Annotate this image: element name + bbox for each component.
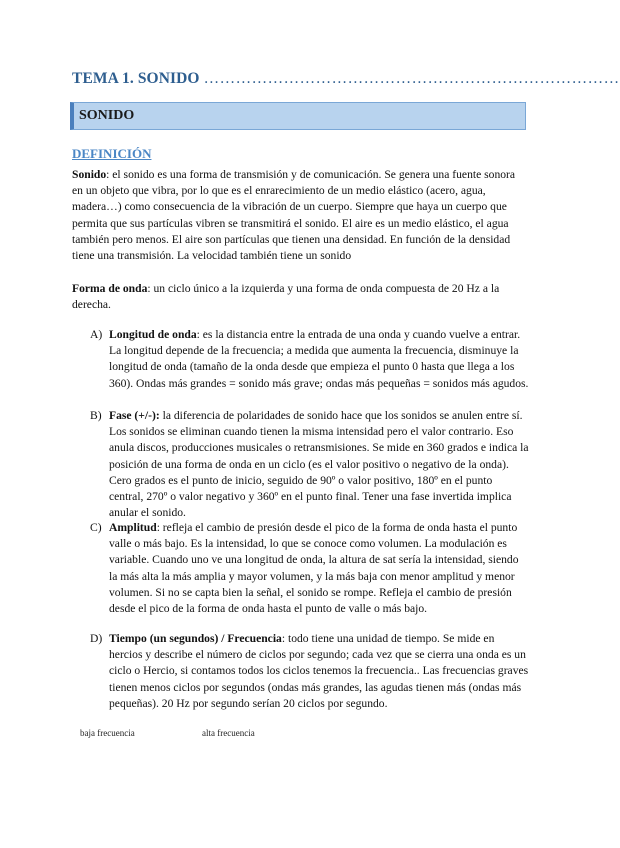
page-title: [72, 70, 620, 88]
section-header: [70, 102, 526, 130]
section-header-label: SONIDO: [79, 108, 135, 123]
list-item-body: [109, 631, 529, 712]
title-leader-dots: ……………………………………………………………………: [203, 70, 620, 87]
list-marker: A): [90, 328, 103, 341]
paragraph-sonido: [72, 167, 528, 264]
list-text: : refleja el cambio de presión desde el pico de la forma de onda hasta el punto valle o más bajo. Es la intensidad, lo que se conoce como volumen. La modulación es variable. Cuando uno ve una longitud de onda, la altura de sat sería la intensidad, siendo la más alta la más amplia y mayor volumen, y la más baja con menor amplitud y menor volumen. Si no se capta bien la señal, el sonido se rompe. Refleja el cambio de presión desde el pico de la forma de onda hasta el punto de valle o más bajo.: [109, 521, 519, 616]
list-item-body: [109, 520, 529, 617]
term-sonido: Sonido: [72, 168, 107, 181]
list-item-body: [109, 408, 529, 521]
caption-high-frequency: alta frecuencia: [202, 728, 255, 738]
subheading-definicion: DEFINICIÓN: [72, 146, 152, 161]
text-sonido: : el sonido es una forma de transmisión y de comunicación. Se genera una fuente sonora en un objeto que vibra, por lo que es el enrarecimiento de un medio elástico (acero, agua, madera…) como consecuencia de la vibración de un cuerpo. Siempre que haya un cuerpo que permita que sus partículas vibren se transmitirá el sonido. El aire es un medio elástico, el agua también pero menos. El aire son partículas que tienen una densidad. En función de la densidad tiene una transmisión. La velocidad también tiene un sonido: [72, 168, 516, 263]
list-text: la diferencia de polaridades de sonido hace que los sonidos se anulen entre sí. Los sonidos se eliminan cuando tienen la misma intensidad pero el valor contrario. Eso anula discos, producciones musicales o retransmisiones. Se mide en 360 grados e indica la posición de una forma de onda en un ciclo (es el valor positivo o negativo de la onda). Cero grados es el punto de inicio, seguido de 90º o valor positivo, 180º en el punto central, 270º o valor negativo y 360º en el punto final. Tener una fase invertida implica anular el sonido.: [109, 409, 529, 520]
caption-low-frequency: baja frecuencia: [80, 728, 135, 738]
title-text: TEMA 1. SONIDO: [72, 70, 200, 87]
paragraph-forma-de-onda: [72, 281, 528, 313]
list-text: : todo tiene una unidad de tiempo. Se mide en hercios y describe el número de ciclos por segundo; cada vez que se cierra una onda es un ciclo o Hercio, si contamos todos los ciclos tenemos la frecuencia.. Las frecuencias graves tienen menos ciclos por segundos (ondas más grandes, las agudas tienen más (ondas más pequeñas). 20 Hz por segundo serían 20 ciclos por segundo.: [109, 632, 529, 710]
list-term: Tiempo (un segundos) / Frecuencia: [109, 632, 282, 645]
text-forma-de-onda: : un ciclo único a la izquierda y una forma de onda compuesta de 20 Hz a la derecha.: [72, 282, 500, 312]
list-term: Amplitud: [109, 521, 157, 534]
list-marker: B): [90, 409, 102, 422]
list-marker: C): [90, 521, 102, 534]
list-item-body: [109, 327, 529, 392]
list-term: Fase (+/-):: [109, 409, 160, 422]
list-text: : es la distancia entre la entrada de una onda y cuando vuelve a entrar. La longitud depende de la frecuencia; a medida que aumenta la frecuencia, disminuye la longitud de onda (tamaño de la onda desde que empieza el punto 0 hasta que llega a los 360). Ondas más grandes = sonido más grave; ondas más pequeñas = sonidos más agudos.: [109, 328, 529, 390]
list-term: Longitud de onda: [109, 328, 197, 341]
list-marker: D): [90, 632, 103, 645]
term-forma-de-onda: Forma de onda: [72, 282, 148, 295]
